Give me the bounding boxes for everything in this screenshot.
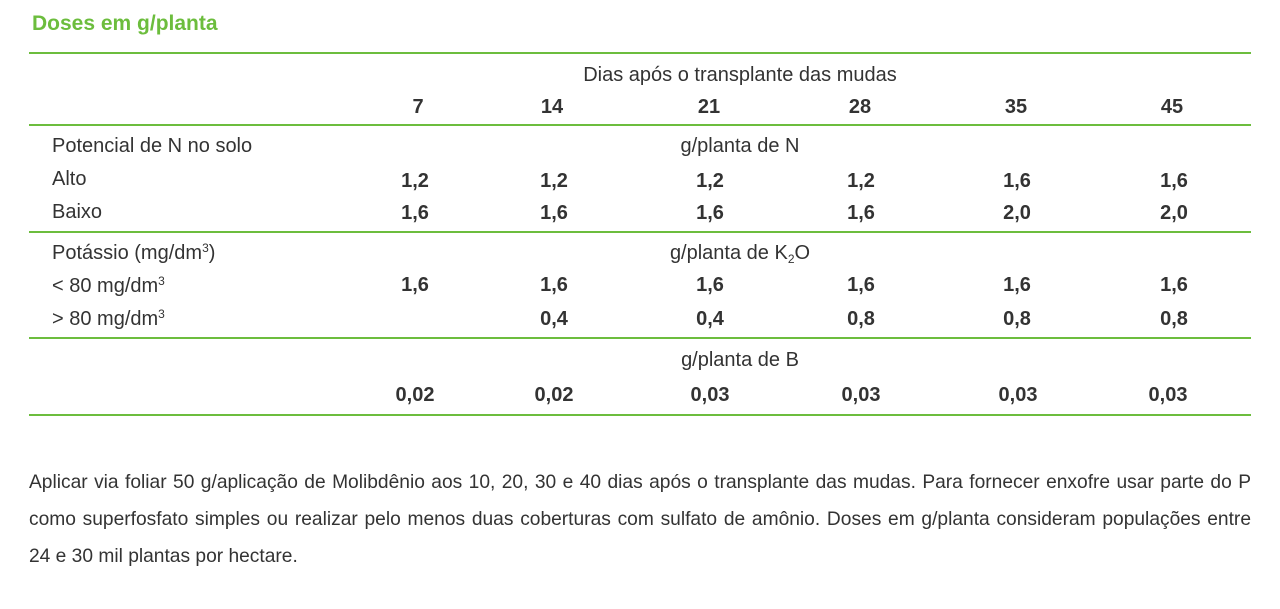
day-header: 21: [697, 96, 721, 118]
rule-top: [29, 52, 1251, 54]
value-cell: 1,6: [1160, 274, 1188, 296]
rule-header: [29, 124, 1251, 126]
value-cell: 1,6: [1003, 274, 1031, 296]
day-header: 45: [1160, 96, 1184, 118]
value-cell: 1,2: [847, 170, 875, 192]
value-cell: 1,6: [540, 202, 568, 224]
value-cell: 1,6: [540, 274, 568, 296]
day-header: 28: [848, 96, 872, 118]
value-cell: 0,03: [841, 384, 881, 406]
value-cell: 0,03: [998, 384, 1038, 406]
section-n-unit: g/planta de N: [680, 135, 800, 157]
table-title: Doses em g/planta: [32, 12, 218, 35]
section-k-unit: g/planta de $K_2O$: [669, 242, 811, 266]
value-cell: 2,0: [1160, 202, 1188, 224]
value-cell: 1,6: [847, 202, 875, 224]
value-cell: 0,02: [534, 384, 574, 406]
value-cell: 0,4: [696, 308, 724, 330]
value-cell: 1,2: [540, 170, 568, 192]
value-cell: 1,6: [1003, 170, 1031, 192]
rule-section-k: [29, 337, 1251, 339]
value-cell: 1,6: [401, 202, 429, 224]
section-n-label: Potencial de N no solo: [52, 135, 253, 157]
value-cell: 0,8: [1160, 308, 1188, 330]
value-cell: 0,8: [847, 308, 875, 330]
days-group-label: Dias após o transplante das mudas: [583, 64, 897, 86]
value-cell: 1,6: [401, 274, 429, 296]
value-cell: 1,2: [696, 170, 724, 192]
value-cell: 1,6: [847, 274, 875, 296]
value-cell: 2,0: [1003, 202, 1031, 224]
row-label: < 80 $mg/dm^3$: [52, 274, 165, 297]
value-cell: 1,6: [696, 274, 724, 296]
section-k-label: Potássio $(mg/dm^3)$: [52, 241, 216, 264]
row-label: Baixo: [52, 201, 103, 223]
day-header: 14: [540, 96, 564, 118]
day-header: 7: [412, 96, 424, 118]
value-cell: 1,6: [1160, 170, 1188, 192]
rule-section-n: [29, 231, 1251, 233]
value-cell: 0,4: [540, 308, 568, 330]
section-b-unit: g/planta de B: [681, 349, 799, 371]
value-cell: 1,2: [401, 170, 429, 192]
value-cell: 0,03: [1148, 384, 1188, 406]
footnote-paragraph: Aplicar via foliar 50 g/aplicação de Molibdênio aos 10, 20, 30 e 40 dias após o transplante das mudas. Para fornecer enxofre usar parte do P como superfosfato simples ou realizar pelo menos duas coberturas com sulfato de amônio. Doses em g/planta consideram populações entre 24 e 30 mil plantas por hectare.: [29, 472, 1251, 567]
value-cell: 0,03: [690, 384, 730, 406]
value-cell: 0,8: [1003, 308, 1031, 330]
row-label: > 80 $mg/dm^3$: [52, 307, 165, 330]
value-cell: 1,6: [696, 202, 724, 224]
row-label: Alto: [52, 168, 87, 190]
day-header: 35: [1004, 96, 1028, 118]
rule-bottom: [29, 414, 1251, 416]
value-cell: 0,02: [395, 384, 435, 406]
